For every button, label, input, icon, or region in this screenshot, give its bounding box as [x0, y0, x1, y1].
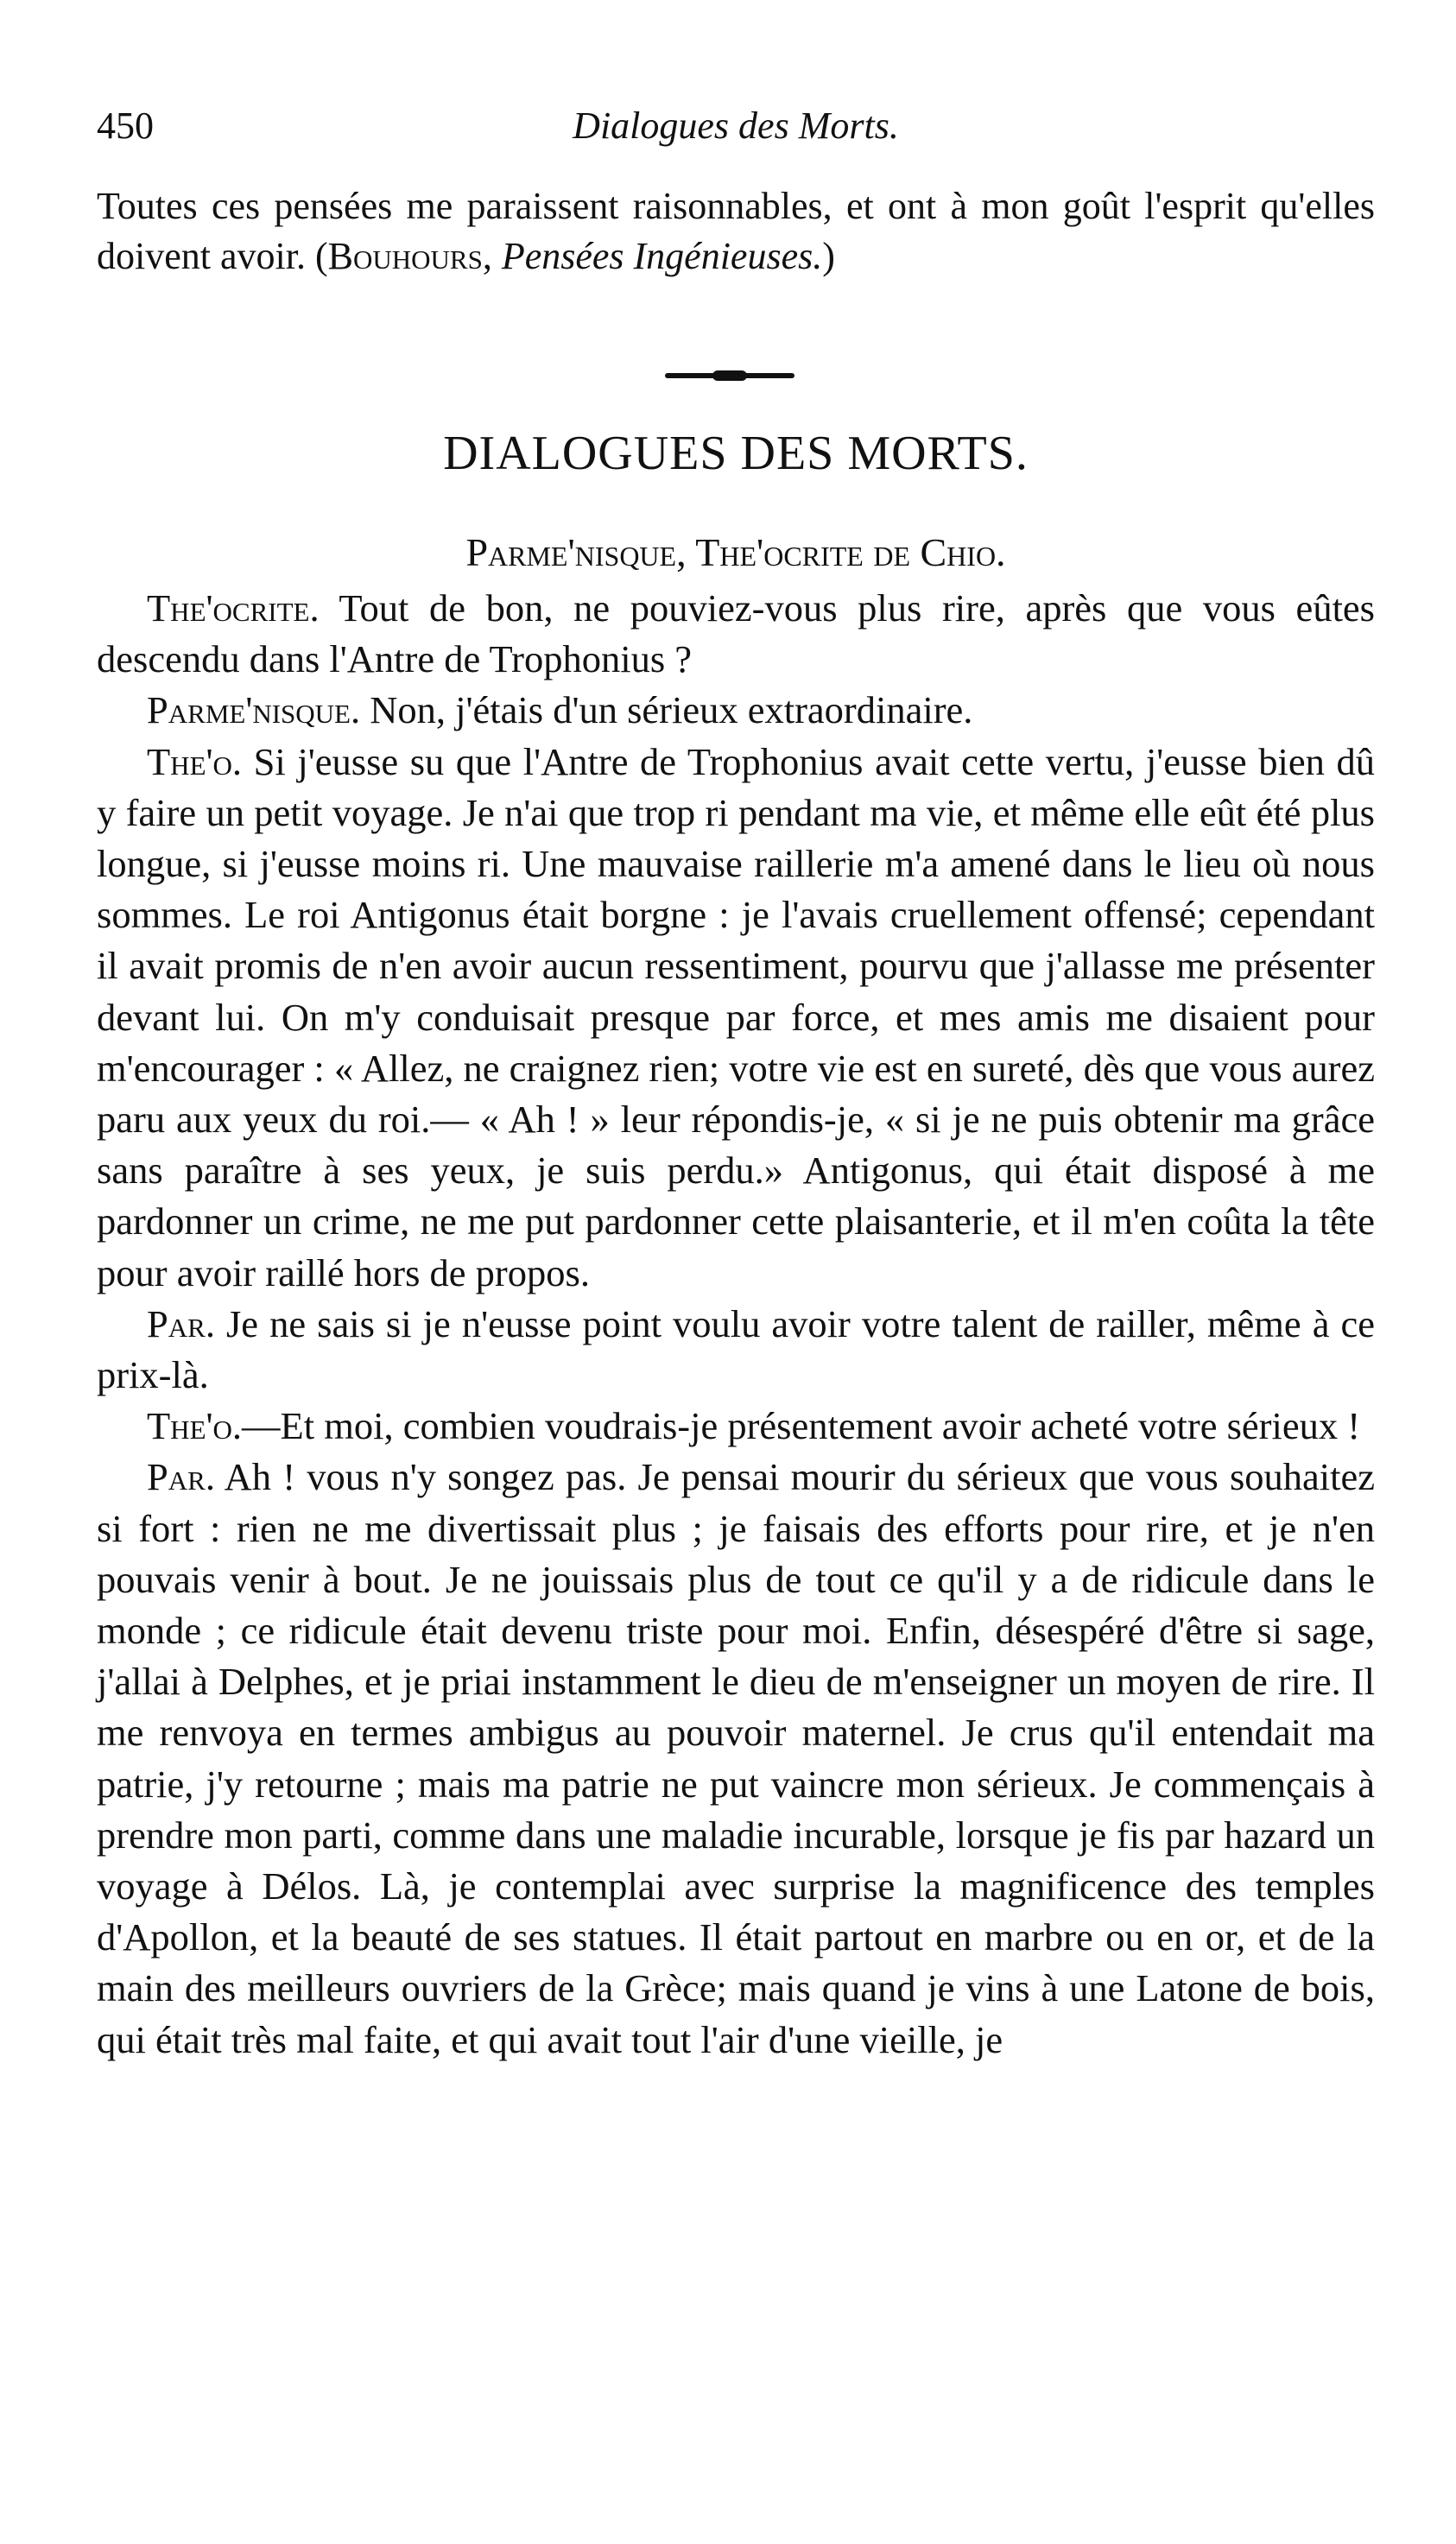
speaker-label: The'o. [147, 739, 243, 783]
dialogue-paragraph [97, 685, 1375, 736]
speaker-label: Parme'nisque. [147, 688, 361, 732]
quote-author: Bouhours [327, 235, 483, 277]
dialogue-text: Si j'eusse su que l'Antre de Trophonius avait cette vertu, j'eusse bien dû y faire un petit voyage. Je n'ai que trop ri pendant ma vie, et même elle eût été plus longue, si j'eusse moins ri. Une mauvaise raillerie m'a amené dans le lieu où nous sommes. Le roi Antigonus était borgne : je l'avais cruellement offensé; cependant il avait promis de n'en avoir aucun ressentiment, pourvu que j'allasse me présenter devant lui. On m'y conduisait presque par force, et mes amis me disaient pour m'encourager : « Allez, ne craignez rien; votre vie est en sureté, dès que vous aurez paru aux yeux du roi.— « Ah ! » leur répondis-je, « si je ne puis obtenir ma grâce sans paraître à ses yeux, je suis perdu.» Antigonus, qui était disposé à me pardonner un crime, ne me put pardonner cette plaisanterie, et il m'en coûta la tête pour avoir raillé hors de propos. [97, 739, 1375, 1294]
dialogue-text: Je ne sais si je n'eusse point voulu avoir votre talent de railler, même à ce prix-là. [97, 1301, 1375, 1397]
ornamental-rule [665, 373, 794, 378]
dialogue-text: Tout de bon, ne pouviez-vous plus rire, après que vous eûtes descendu dans l'Antre de Trophonius ? [97, 586, 1375, 681]
speaker-label: The'o. [147, 1404, 243, 1448]
section-title: DIALOGUES DES MORTS. [443, 427, 1029, 480]
speaker-label: Par. [147, 1455, 215, 1499]
dialogue-paragraph [97, 1299, 1375, 1401]
dialogue-paragraph [97, 737, 1375, 1299]
dialogue-text: Non, j'étais d'un sérieux extraordinaire. [360, 688, 973, 732]
quote-separator: , [482, 235, 502, 277]
dialogue-body [97, 583, 1375, 2066]
speaker-label: Par. [147, 1301, 215, 1345]
running-head: Dialogues des Morts. [573, 104, 899, 147]
speaker-label: The'ocrite. [147, 586, 320, 630]
quote-close: ) [822, 235, 835, 277]
quote-text: Toutes ces pensées me paraissent raisonnables, et ont à mon goût l'esprit qu'elles doivent avoir. ( [97, 185, 1375, 277]
speakers-line: Parme'nisque, The'ocrite de Chio. [465, 530, 1006, 574]
dialogue-paragraph [97, 1401, 1375, 1452]
dialogue-paragraph [97, 583, 1375, 685]
dialogue-paragraph [97, 1452, 1375, 2065]
epigraph-quote [97, 181, 1375, 282]
dialogue-text: —Et moi, combien voudrais-je présentement avoir acheté votre sérieux ! [242, 1404, 1361, 1448]
quote-work: Pensées Ingénieuses. [501, 235, 823, 277]
page-number: 450 [97, 104, 154, 147]
dialogue-text: Ah ! vous n'y songez pas. Je pensai mourir du sérieux que vous souhaitez si fort : rien ne me divertissait plus ; je faisais des efforts pour rire, et je n'en pouvais venir à bout. Je ne jouissais plus de tout ce qu'il y a de ridicule dans le monde ; ce ridicule était devenu triste pour moi. Enfin, désespéré d'être si sage, j'allai à Delphes, et je priai instamment le dieu de m'enseigner un moyen de rire. Il me renvoya en termes ambigus au pouvoir maternel. Je crus qu'il entendait ma patrie, j'y retourne ; mais ma patrie ne put vaincre mon sérieux. Je commençais à prendre mon parti, comme dans une maladie incurable, lorsque je fis par hazard un voyage à Délos. Là, je contemplai avec surprise la magnificence des temples d'Apollon, et la beauté de ses statues. Il était partout en marbre ou en or, et de la main des meilleurs ouvriers de la Grèce; mais quand je vins à une Latone de bois, qui était très mal faite, et qui avait tout l'air d'une vieille, je [97, 1455, 1375, 2061]
